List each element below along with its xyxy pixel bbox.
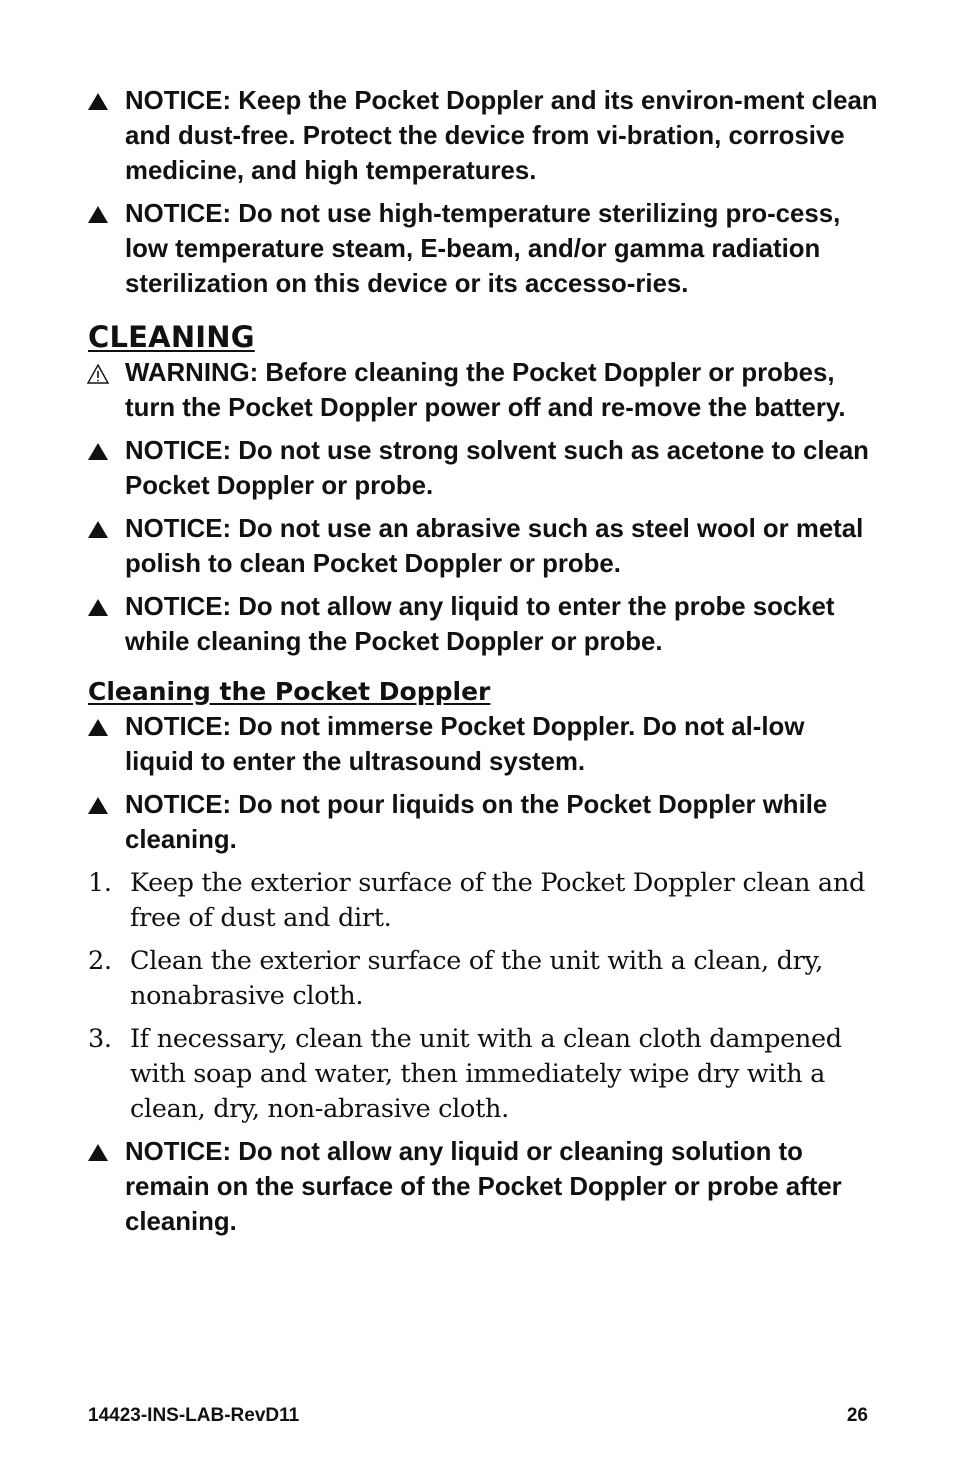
step-number: 2. — [88, 946, 112, 976]
step-item — [88, 944, 878, 1014]
step-text: If necessary, clean the unit with a clean cloth dampened with soap and water, then immediately wipe dry with a clean, dry, non-abrasive cloth. — [130, 1024, 842, 1124]
notice-text: NOTICE: Do not pour liquids on the Pocket Doppler while cleaning. — [125, 791, 828, 854]
notice-text: NOTICE: Do not use an abrasive such as steel wool or metal polish to clean Pocket Doppler or probe. — [125, 515, 864, 578]
document-id: 14423-INS-LAB-RevD11 — [88, 1405, 300, 1426]
step-number: 3. — [88, 1024, 112, 1054]
subsection-heading-cleaning-doppler: Cleaning the Pocket Doppler — [88, 677, 491, 706]
page-footer — [88, 1405, 868, 1427]
notice-item — [88, 788, 878, 858]
step-text: Keep the exterior surface of the Pocket Doppler clean and free of dust and dirt. — [130, 868, 865, 933]
notice-triangle-icon — [88, 599, 108, 616]
notice-triangle-icon — [88, 1144, 108, 1161]
notice-text: NOTICE: Do not immerse Pocket Doppler. Do not al-low liquid to enter the ultrasound system. — [125, 713, 805, 776]
notice-item — [88, 434, 878, 504]
notice-triangle-icon — [88, 797, 108, 814]
warning-triangle-icon — [87, 364, 109, 384]
section-heading-cleaning: CLEANING — [88, 320, 255, 354]
page-number: 26 — [846, 1405, 868, 1426]
step-item — [88, 1022, 878, 1127]
step-text: Clean the exterior surface of the unit with a clean, dry, nonabrasive cloth. — [130, 946, 824, 1011]
notice-text: NOTICE: Keep the Pocket Doppler and its environ-ment clean and dust-free. Protect the device from vi-bration, corrosive medicine, and high temperatures. — [125, 87, 878, 185]
notice-item — [88, 1135, 878, 1240]
notice-triangle-icon — [88, 206, 108, 223]
warning-text: WARNING: Before cleaning the Pocket Doppler or probes, turn the Pocket Doppler power off and re-move the battery. — [125, 359, 846, 422]
notice-text: NOTICE: Do not use high-temperature sterilizing pro-cess, low temperature steam, E-beam, and/or gamma radiation sterilization on this device or its accesso-ries. — [125, 200, 841, 298]
notice-text: NOTICE: Do not allow any liquid or cleaning solution to remain on the surface of the Pocket Doppler or probe after cleaning. — [125, 1138, 842, 1236]
notice-item — [88, 710, 878, 780]
notice-text: NOTICE: Do not use strong solvent such as acetone to clean Pocket Doppler or probe. — [125, 437, 869, 500]
notice-triangle-icon — [88, 719, 108, 736]
warning-item — [88, 356, 878, 426]
notice-item — [88, 84, 878, 189]
notice-triangle-icon — [88, 521, 108, 538]
step-item — [88, 866, 878, 936]
step-number: 1. — [88, 868, 112, 898]
notice-triangle-icon — [88, 93, 108, 110]
notice-item — [88, 512, 878, 582]
notice-triangle-icon — [88, 443, 108, 460]
notice-text: NOTICE: Do not allow any liquid to enter the probe socket while cleaning the Pocket Doppler or probe. — [125, 593, 835, 656]
notice-item — [88, 590, 878, 660]
notice-item — [88, 197, 878, 302]
page-content — [88, 84, 878, 1248]
